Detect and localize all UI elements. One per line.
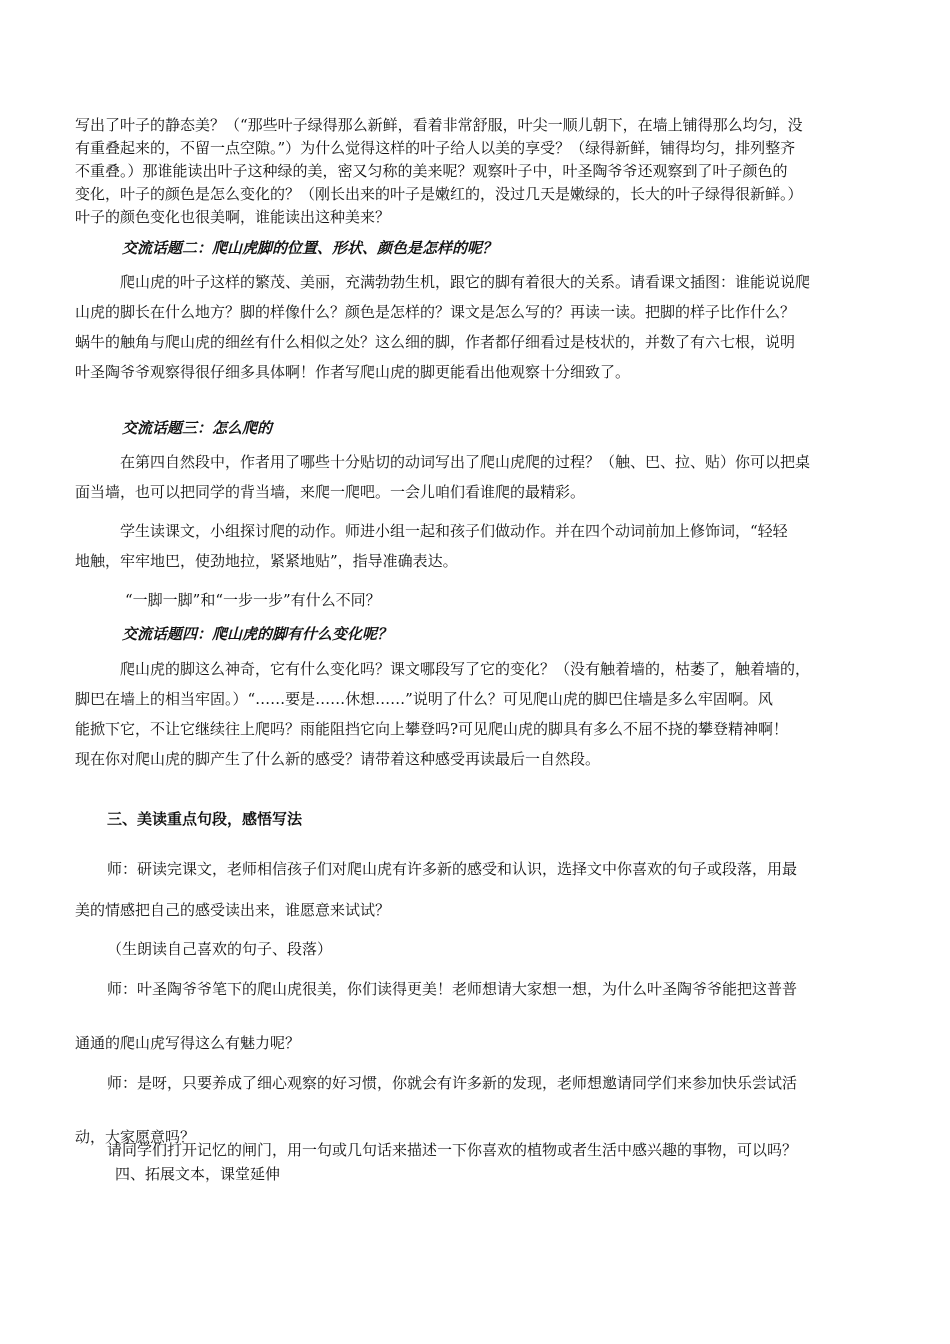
question-line: “一脚一脚”和“一步一步”有什么不同？: [125, 591, 381, 609]
text-line: 能掀下它，不让它继续往上爬吗？雨能阻挡它向上攀登吗?可见爬山虎的脚具有多么不屈不挠的攀登精神啊！: [75, 720, 789, 738]
text-line: 面当墙，也可以把同学的背当墙，来爬一爬吧。一会儿咱们看谁爬的最精彩。: [75, 483, 586, 501]
text-line: 有重叠起来的，不留一点空隙。”）为什么觉得这样的叶子给人以美的享受？（绿得新鲜，铺得均匀，排列整齐: [75, 139, 796, 157]
text-line: 蜗牛的触角与爬山虎的细丝有什么相似之处？这么细的脚，作者都仔细看过是枝状的，并数了有六七根，说明: [75, 333, 796, 351]
text-line: 师：是呀，只要养成了细心观察的好习惯，你就会有许多新的发现，老师想邀请同学们来参加快乐尝试活: [107, 1074, 798, 1092]
text-line: 脚巴在墙上的相当牢固。）“……要是……休想……”说明了什么？可见爬山虎的脚巴住墙是多么牢固啊。风: [75, 690, 773, 708]
paragraph-feet-shape: [75, 267, 875, 387]
section-heading-3: 三、美读重点句段，感悟写法: [107, 810, 303, 828]
text-line: 变化，叶子的颜色是怎么变化的？（刚长出来的叶子是嫩红的，没过几天是嫩绿的，长大的叶子绿得很新鲜。）: [75, 185, 803, 203]
paragraph-teacher-reading: [75, 842, 875, 937]
student-reading-note: （生朗读自己喜欢的句子、段落）: [107, 940, 333, 958]
paragraph-teacher-question: [75, 962, 875, 1070]
text-line: 叶子的颜色变化也很美啊，谁能读出这种美来？: [75, 208, 391, 226]
text-line: 山虎的脚长在什么地方？脚的样像什么？颜色是怎样的？课文是怎么写的？再读一读。把脚的样子比作什么？: [75, 303, 796, 321]
topic-heading-2: 交流话题二：爬山虎脚的位置、形状、颜色是怎样的呢？: [122, 239, 498, 257]
text-line: 动，大家愿意吗？: [75, 1128, 196, 1146]
text-line: 师：叶圣陶爷爷笔下的爬山虎很美，你们读得更美！老师想请大家想一想，为什么叶圣陶爷爷能把这普普: [107, 980, 798, 998]
text-line: 写出了叶子的静态美？（“那些叶子绿得那么新鲜，看着非常舒服，叶尖一顺儿朝下，在墙上铺得那么均匀，没: [75, 116, 803, 134]
topic-heading-4: 交流话题四：爬山虎的脚有什么变化呢？: [122, 625, 393, 643]
section-heading-4: 四、拓展文本，课堂延伸: [115, 1165, 281, 1183]
text-line: 现在你对爬山虎的脚产生了什么新的感受？请带着这种感受再读最后一自然段。: [75, 750, 601, 768]
text-line: 师：研读完课文，老师相信孩子们对爬山虎有许多新的感受和认识，选择文中你喜欢的句子或段落，用最: [107, 860, 798, 878]
paragraph-climbing-verbs: [75, 447, 875, 507]
text-line: 地触，牢牢地巴，使劲地拉，紧紧地贴”，指导准确表达。: [75, 552, 458, 570]
paragraph-feet-change: [75, 654, 875, 774]
text-line: 叶圣陶爷爷观察得很仔细多具体啊！作者写爬山虎的脚更能看出他观察十分细致了。: [75, 363, 631, 381]
text-line: 美的情感把自己的感受读出来，谁愿意来试试？: [75, 901, 391, 919]
paragraph-leaf-color: [75, 114, 875, 229]
text-line: 通通的爬山虎写得这么有魅力呢？: [75, 1034, 301, 1052]
paragraph-group-actions: [75, 516, 875, 576]
text-line: 学生读课文，小组探讨爬的动作。师进小组一起和孩子们做动作。并在四个动词前加上修饰词，“轻轻: [120, 522, 788, 540]
text-line: 不重叠。）那谁能读出叶子这种绿的美，密又匀称的美来呢？观察叶子中，叶圣陶爷爷还观察到了叶子颜色的: [75, 162, 788, 180]
text-line: 在第四自然段中，作者用了哪些十分贴切的动词写出了爬山虎爬的过程？（触、巴、拉、贴）你可以把桌: [120, 453, 811, 471]
text-line: 爬山虎的叶子这样的繁茂、美丽，充满勃勃生机，跟它的脚有着很大的关系。请看课文插图：谁能说说爬: [120, 273, 811, 291]
topic-heading-3: 交流话题三：怎么爬的: [122, 419, 273, 437]
text-line: 爬山虎的脚这么神奇，它有什么变化吗？课文哪段写了它的变化？（没有触着墙的，枯萎了，触着墙的，: [120, 660, 811, 678]
paragraph-memory-prompt: 请同学们打开记忆的闸门，用一句或几句话来描述一下你喜欢的植物或者生活中感兴趣的事物，可以吗？: [107, 1141, 798, 1159]
